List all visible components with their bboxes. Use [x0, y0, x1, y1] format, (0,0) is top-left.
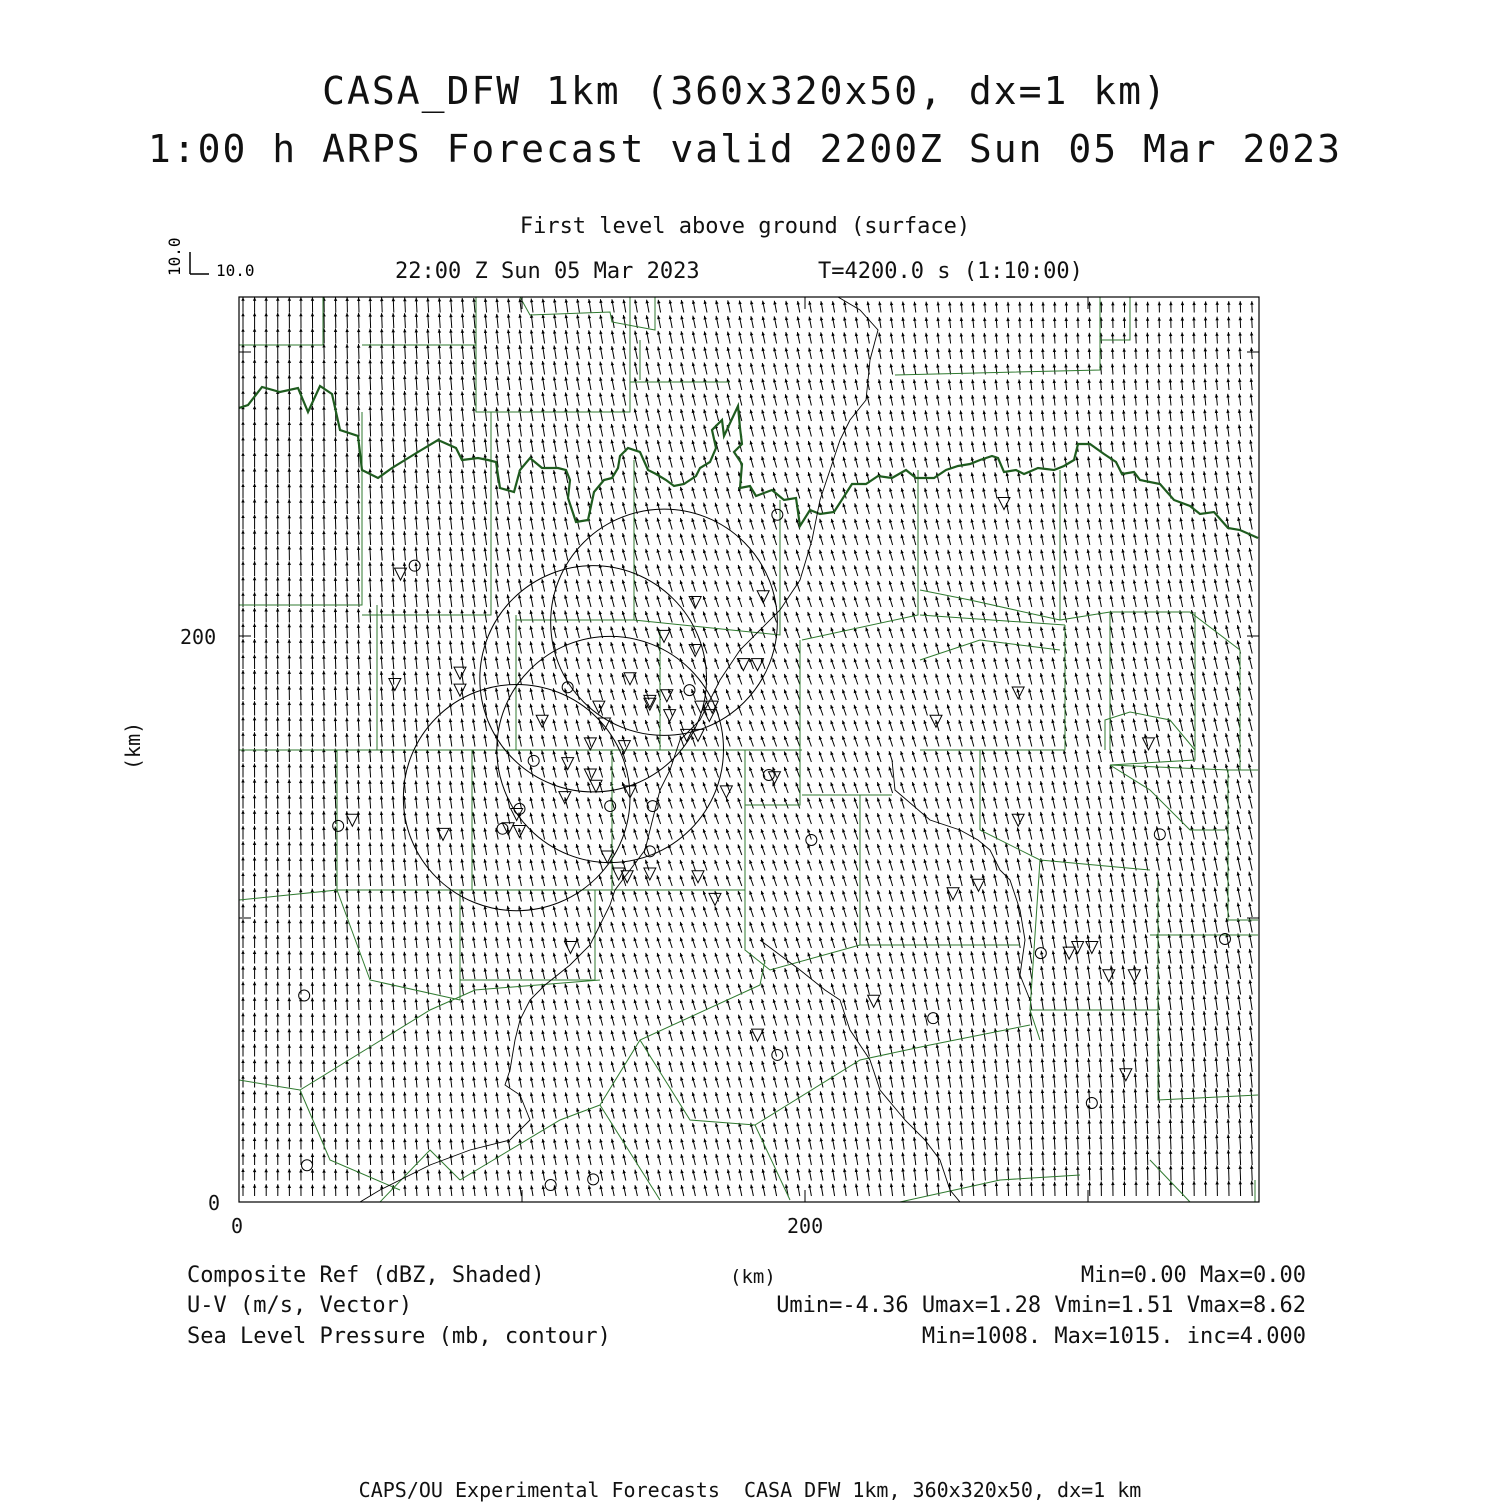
station-triangle-marker — [973, 879, 985, 891]
station-triangle-marker — [562, 758, 574, 770]
forecast-valid-title: 1:00 h ARPS Forecast valid 2200Z Sun 05 Mar 2023 — [147, 127, 1343, 171]
vector-key-v-label: 10.0 — [165, 237, 184, 276]
radar-range-ring — [551, 509, 778, 735]
x-axis-label: (km) — [730, 1266, 776, 1288]
station-circle-marker — [528, 755, 539, 766]
radar-range-ring — [403, 684, 630, 910]
vector-key-u-label: 10.0 — [216, 261, 255, 280]
station-triangle-marker — [689, 645, 701, 657]
station-circle-marker — [299, 990, 310, 1001]
legend-field2-stats: Umin=-4.36 Umax=1.28 Vmin=1.51 Vmax=8.62 — [776, 1293, 1306, 1318]
station-circle-marker — [647, 801, 658, 812]
station-triangle-marker — [1143, 738, 1155, 750]
map-title: CASA_DFW 1km (360x320x50, dx=1 km) — [322, 69, 1168, 113]
x-tick-0: 0 — [231, 1214, 244, 1238]
station-circle-marker — [1086, 1098, 1097, 1109]
station-circle-marker — [497, 823, 508, 834]
station-circle-marker — [806, 835, 817, 846]
station-circle-marker — [684, 685, 695, 696]
station-triangle-marker — [346, 814, 358, 826]
station-triangle-marker — [1103, 970, 1115, 982]
station-triangle-marker — [1120, 1069, 1132, 1081]
vector-key — [165, 237, 255, 280]
station-circle-marker — [1154, 829, 1165, 840]
station-circle-marker — [302, 1160, 313, 1171]
station-triangle-marker — [998, 497, 1010, 509]
radar-range-ring — [480, 566, 707, 792]
legend-field3-name: Sea Level Pressure (mb, contour) — [187, 1324, 611, 1349]
county-boundaries — [239, 297, 1258, 1202]
station-circle-marker — [772, 509, 783, 520]
station-circle-marker — [605, 801, 616, 812]
station-triangle-marker — [454, 684, 466, 696]
level-label: First level above ground (surface) — [519, 214, 971, 239]
model-time-label: T=4200.0 s (1:10:00) — [818, 259, 1083, 284]
station-circle-marker — [588, 1174, 599, 1185]
state-border — [239, 386, 1258, 538]
legend-field3-stats: Min=1008. Max=1015. inc=4.000 — [921, 1324, 1306, 1349]
legend-field1-name: Composite Ref (dBZ, Shaded) — [187, 1263, 545, 1288]
valid-time-label: 22:00 Z Sun 05 Mar 2023 — [395, 259, 700, 284]
station-triangle-marker — [454, 667, 466, 679]
station-triangle-marker — [1128, 970, 1140, 982]
y-tick-200: 200 — [180, 625, 217, 649]
station-circle-marker — [928, 1013, 939, 1024]
x-tick-200: 200 — [787, 1214, 824, 1238]
y-axis-label: (km) — [121, 721, 145, 770]
legend-field2-name: U-V (m/s, Vector) — [187, 1293, 413, 1318]
station-triangle-marker — [720, 786, 732, 798]
wind-vector-field — [241, 297, 1253, 1196]
station-circle-marker — [763, 769, 774, 780]
station-triangle-marker — [709, 893, 721, 905]
station-triangle-marker — [389, 678, 401, 690]
station-triangle-marker — [664, 710, 676, 722]
y-tick-0: 0 — [208, 1191, 221, 1215]
legend-field1-stats: Min=0.00 Max=0.00 — [1080, 1263, 1306, 1288]
station-circle-marker — [545, 1180, 556, 1191]
footer-credit: CAPS/OU Experimental Forecasts CASA DFW 1km, 360x320x50, dx=1 km — [358, 1478, 1142, 1502]
radar-range-rings — [403, 509, 777, 911]
station-circle-marker — [333, 820, 344, 831]
station-circle-marker — [772, 1049, 783, 1060]
